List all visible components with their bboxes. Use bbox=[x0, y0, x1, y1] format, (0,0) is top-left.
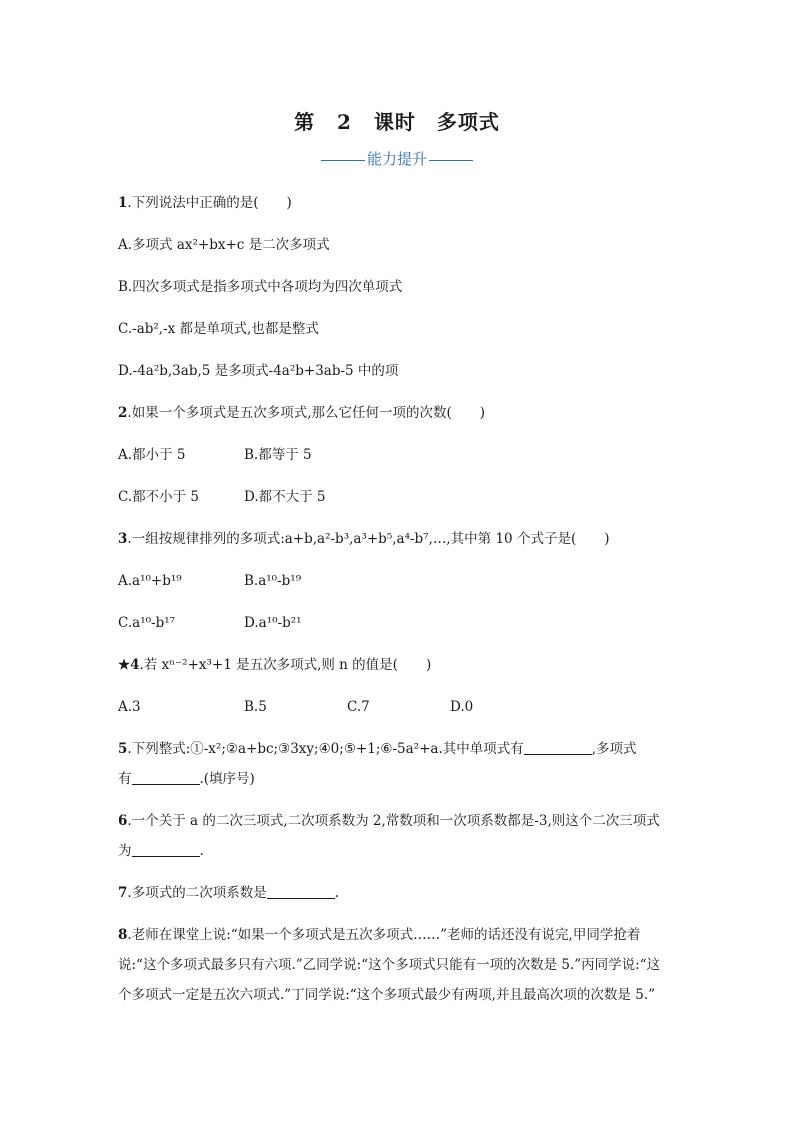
question-number: 1 bbox=[118, 195, 128, 211]
question-4-option-b: B.5 bbox=[244, 699, 267, 715]
answer-blank-polynomials[interactable] bbox=[132, 770, 200, 785]
question-1-option-a: A.多项式 ax²+bx+c 是二次多项式 bbox=[118, 237, 330, 253]
question-text: .若 xⁿ⁻²+x³+1 是五次多项式,则 n 的值是( bbox=[139, 657, 398, 673]
question-3-option-a: A.a¹⁰+b¹⁹ bbox=[118, 573, 182, 589]
question-number: 3 bbox=[118, 531, 128, 547]
question-3-stem: 3.一组按规律排列的多项式:a+b,a²-b³,a³+b⁵,a⁴-b⁷,…,其中第 10 个式子是( ) bbox=[118, 531, 610, 547]
question-text: .老师在课堂上说:“如果一个多项式是五次多项式……”老师的话还没有说完,甲同学抢着 bbox=[127, 927, 641, 943]
question-4-option-a: A.3 bbox=[118, 699, 141, 715]
answer-blank-coefficient[interactable] bbox=[267, 884, 335, 899]
answer-blank-monomials[interactable] bbox=[524, 740, 592, 755]
question-5-line-1: 5.下列整式:①-x²;②a+bc;③3xy;④0;⑤+1;⑥-5a²+a.其中单项式有 ,多项式 bbox=[118, 741, 637, 757]
question-3-option-b: B.a¹⁰-b¹⁹ bbox=[244, 573, 302, 589]
question-1-option-c: C.-ab²,-x 都是单项式,也都是整式 bbox=[118, 321, 319, 337]
question-1-option-b: B.四次多项式是指多项式中各项均为四次单项式 bbox=[118, 279, 403, 295]
heading-rule-right bbox=[429, 160, 473, 161]
question-4-option-d: D.0 bbox=[450, 699, 474, 715]
question-text: .一组按规律排列的多项式:a+b,a²-b³,a³+b⁵,a⁴-b⁷,…,其中第 10 个式子是( bbox=[127, 531, 577, 547]
question-8-line-1 bbox=[118, 926, 640, 944]
question-3-option-c: C.a¹⁰-b¹⁷ bbox=[118, 615, 176, 631]
question-2-option-d: D.都不大于 5 bbox=[244, 489, 326, 505]
question-text: .下列说法中正确的是( bbox=[127, 195, 259, 211]
question-1-stem: 1.下列说法中正确的是( ) bbox=[118, 195, 292, 211]
section-heading bbox=[0, 148, 794, 169]
question-text: .一个关于 a 的二次三项式,二次项系数为 2,常数项和一次项系数都是-3,则这个二次三项式 bbox=[127, 813, 660, 829]
question-number: 7 bbox=[118, 885, 128, 901]
question-number: 6 bbox=[118, 813, 128, 829]
question-2-option-a: A.都小于 5 bbox=[118, 447, 186, 463]
question-number: ★4 bbox=[118, 657, 140, 673]
question-2-option-b: B.都等于 5 bbox=[244, 447, 312, 463]
question-text: .多项式的二次项系数是 bbox=[127, 885, 267, 901]
question-8-line-3: 个多项式一定是五次六项式.”丁同学说:“这个多项式最少有两项,并且最高次项的次数是 5.” bbox=[118, 987, 656, 1003]
question-number: 5 bbox=[118, 741, 128, 757]
heading-rule-left bbox=[321, 160, 365, 161]
question-text: .下列整式:①-x²;②a+bc;③3xy;④0;⑤+1;⑥-5a²+a.其中单项式有 bbox=[127, 741, 524, 757]
question-8-line-2: 说:“这个多项式最多只有六项.”乙同学说:“这个多项式只能有一项的次数是 5.”丙同学说:“这 bbox=[118, 957, 661, 973]
question-2-option-c: C.都不小于 5 bbox=[118, 489, 200, 505]
question-number: 8 bbox=[118, 927, 128, 943]
question-6-line-2: 为 . bbox=[118, 843, 204, 859]
page-title: 第 2 课时 多项式 bbox=[294, 110, 500, 134]
section-heading-text: 能力提升 bbox=[366, 150, 427, 168]
answer-blank-trinomial[interactable] bbox=[132, 842, 200, 857]
question-7: 7.多项式的二次项系数是 . bbox=[118, 885, 339, 901]
question-text: .如果一个多项式是五次多项式,那么它任何一项的次数( bbox=[127, 405, 452, 421]
question-6-line-1 bbox=[118, 812, 660, 830]
question-4-stem: ★4.若 xⁿ⁻²+x³+1 是五次多项式,则 n 的值是( ) bbox=[118, 657, 432, 673]
question-4-option-c: C.7 bbox=[347, 699, 370, 715]
question-5-line-2: 有 .(填序号) bbox=[118, 771, 255, 787]
question-number: 2 bbox=[118, 405, 128, 421]
question-3-option-d: D.a¹⁰-b²¹ bbox=[244, 615, 302, 631]
question-1-option-d: D.-4a²b,3ab,5 是多项式-4a²b+3ab-5 中的项 bbox=[118, 363, 399, 379]
question-2-stem: 2.如果一个多项式是五次多项式,那么它任何一项的次数( ) bbox=[118, 405, 486, 421]
